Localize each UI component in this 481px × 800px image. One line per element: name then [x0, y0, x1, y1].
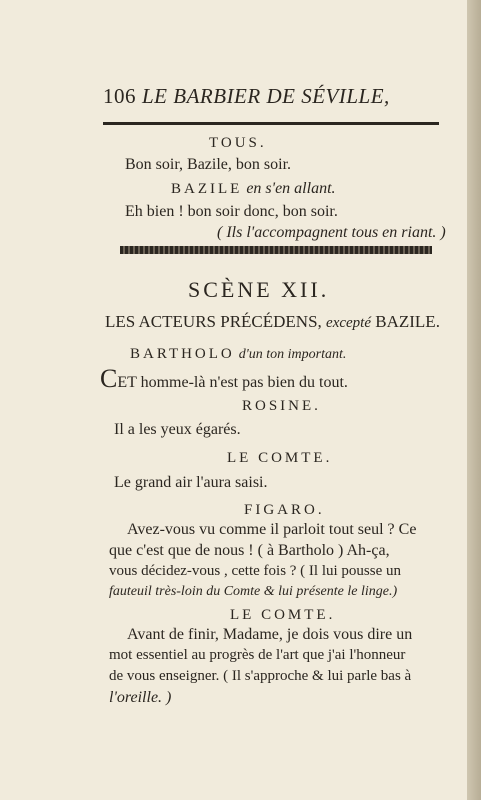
line-comte-2c: de vous enseigner. ( Il s'approche & lui parle bas à	[109, 668, 412, 684]
speaker-rosine: ROSINE.	[242, 398, 321, 414]
line-comte-2a: Avant de finir, Madame, je dois vous dire un	[127, 626, 413, 643]
scene-title: SCÈNE XII.	[188, 277, 330, 302]
speaker-comte-2: LE COMTE.	[230, 607, 336, 623]
line-figaro-1: Avez-vous vu comme il parloit tout seul ? Ce	[127, 521, 417, 538]
ornamental-rule	[120, 246, 432, 254]
speaker-bazile: BAZILE	[171, 181, 243, 197]
line-figaro-3: vous décidez-vous , cette fois ? ( Il lui pousse un	[109, 563, 402, 579]
speaker-bartholo-line	[130, 345, 346, 363]
stage-direction-exit: ( Ils l'accompagnent tous en riant. )	[217, 224, 446, 241]
speaker-bazile-line	[171, 180, 336, 198]
scene-cast	[105, 312, 440, 332]
drop-cap: C	[100, 364, 118, 393]
line-rosine: Il a les yeux égarés.	[114, 421, 241, 438]
line-bartholo-text: ET homme-là n'est pas bien du tout.	[117, 374, 348, 391]
cast-list: LES ACTEURS PRÉCÉDENS,	[105, 312, 322, 331]
speaker-bartholo: BARTHOLO	[130, 346, 235, 362]
speaker-figaro: FIGARO.	[244, 502, 325, 518]
line-figaro-4: fauteuil très-loin du Comte & lui présente le linge.)	[109, 584, 398, 599]
running-title: LE BARBIER DE SÉVILLE,	[142, 84, 390, 108]
line-comte-2d: l'oreille. )	[109, 689, 172, 706]
cast-excluded: BAZILE.	[375, 312, 440, 331]
speaker-comte: LE COMTE.	[227, 450, 333, 466]
speaker-tous: TOUS.	[209, 135, 267, 151]
page-number: 106	[103, 84, 136, 108]
header-rule	[103, 122, 439, 125]
line-comte: Le grand air l'aura saisi.	[114, 474, 268, 491]
line-bartholo	[100, 366, 348, 392]
line-bon-soir: Bon soir, Bazile, bon soir.	[125, 156, 292, 173]
page-edge	[467, 0, 481, 800]
cast-excepte: excepté	[326, 315, 372, 331]
line-eh-bien: Eh bien ! bon soir donc, bon soir.	[125, 203, 338, 220]
line-comte-2b: mot essentiel au progrès de l'art que j'ai l'honneur	[109, 647, 406, 663]
running-header	[103, 84, 439, 109]
stage-direction: d'un ton important.	[238, 347, 347, 362]
line-figaro-2: que c'est que de nous ! ( à Bartholo ) Ah-ça,	[109, 542, 390, 559]
stage-direction: en s'en allant.	[246, 180, 336, 197]
